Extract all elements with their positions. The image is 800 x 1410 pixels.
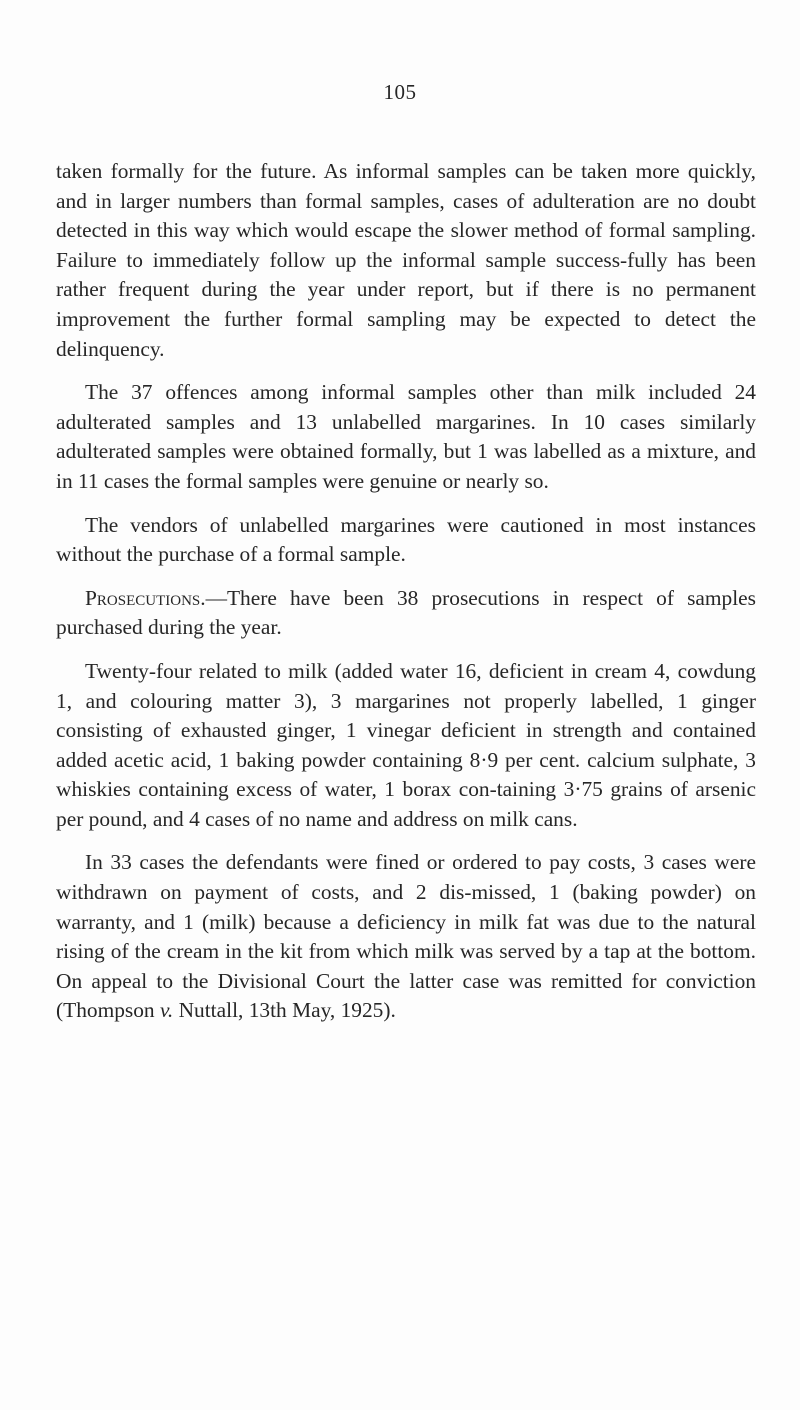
- paragraph-informal-sampling: taken formally for the future. As informal samples can be taken more quickly, and in larger numbers than formal samples, cases of adulteration are no doubt detected in this way which would escape the slower method of formal sampling. Failure to immediately follow up the informal sample success-fully has been rather frequent during the year under report, but if there is no permanent improvement the further formal sampling may be expected to detect the delinquency.: [56, 159, 756, 361]
- outcomes-text-end: Nuttall, 13th May, 1925).: [173, 998, 396, 1023]
- paragraph-prosecutions: [56, 584, 756, 643]
- paragraph-prosecution-details: Twenty-four related to milk (added water 16, deficient in cream 4, cowdung 1, and colouring matter 3), 3 margarines not properly labelled, 1 ginger consisting of exhausted ginger, 1 vinegar deficient in strength and contained added acetic acid, 1 baking powder containing 8·9 per cent. calcium sulphate, 3 whiskies containing excess of water, 1 borax con-taining 3·75 grains of arsenic per pound, and 4 cases of no name and address on milk cans.: [56, 658, 756, 831]
- paragraph-offences: The 37 offences among informal samples other than milk included 24 adulterated samples and 13 unlabelled margarines. In 10 cases similarly adulterated samples were obtained formally, but 1 was labelled as a mixture, and in 11 cases the formal samples were genuine or nearly so.: [56, 380, 756, 493]
- outcomes-text-start: In 33 cases the defendants were fined or ordered to pay costs, 3 cases were withdrawn on payment of costs, and 2 dis-missed, 1 (baking powder) on warranty, and 1 (milk) because a deficiency in milk fat was due to the natural rising of the cream in the kit from which milk was served by a tap at the bottom. On appeal to the Divisional Court the latter case was remitted for conviction (Thompson: [56, 850, 756, 1023]
- prosecutions-text: —There have been 38 prosecutions in respect of samples purchased during the year.: [56, 585, 756, 640]
- paragraph-outcomes: [56, 848, 756, 1026]
- page-number: 105: [383, 80, 417, 104]
- paragraph-vendors-cautioned: The vendors of unlabelled margarines were cautioned in most instances without the purchase of a formal sample.: [56, 512, 756, 567]
- body-text: [56, 157, 756, 1040]
- section-heading-prosecutions: Prosecutions.: [85, 585, 206, 610]
- case-versus: v.: [159, 998, 174, 1023]
